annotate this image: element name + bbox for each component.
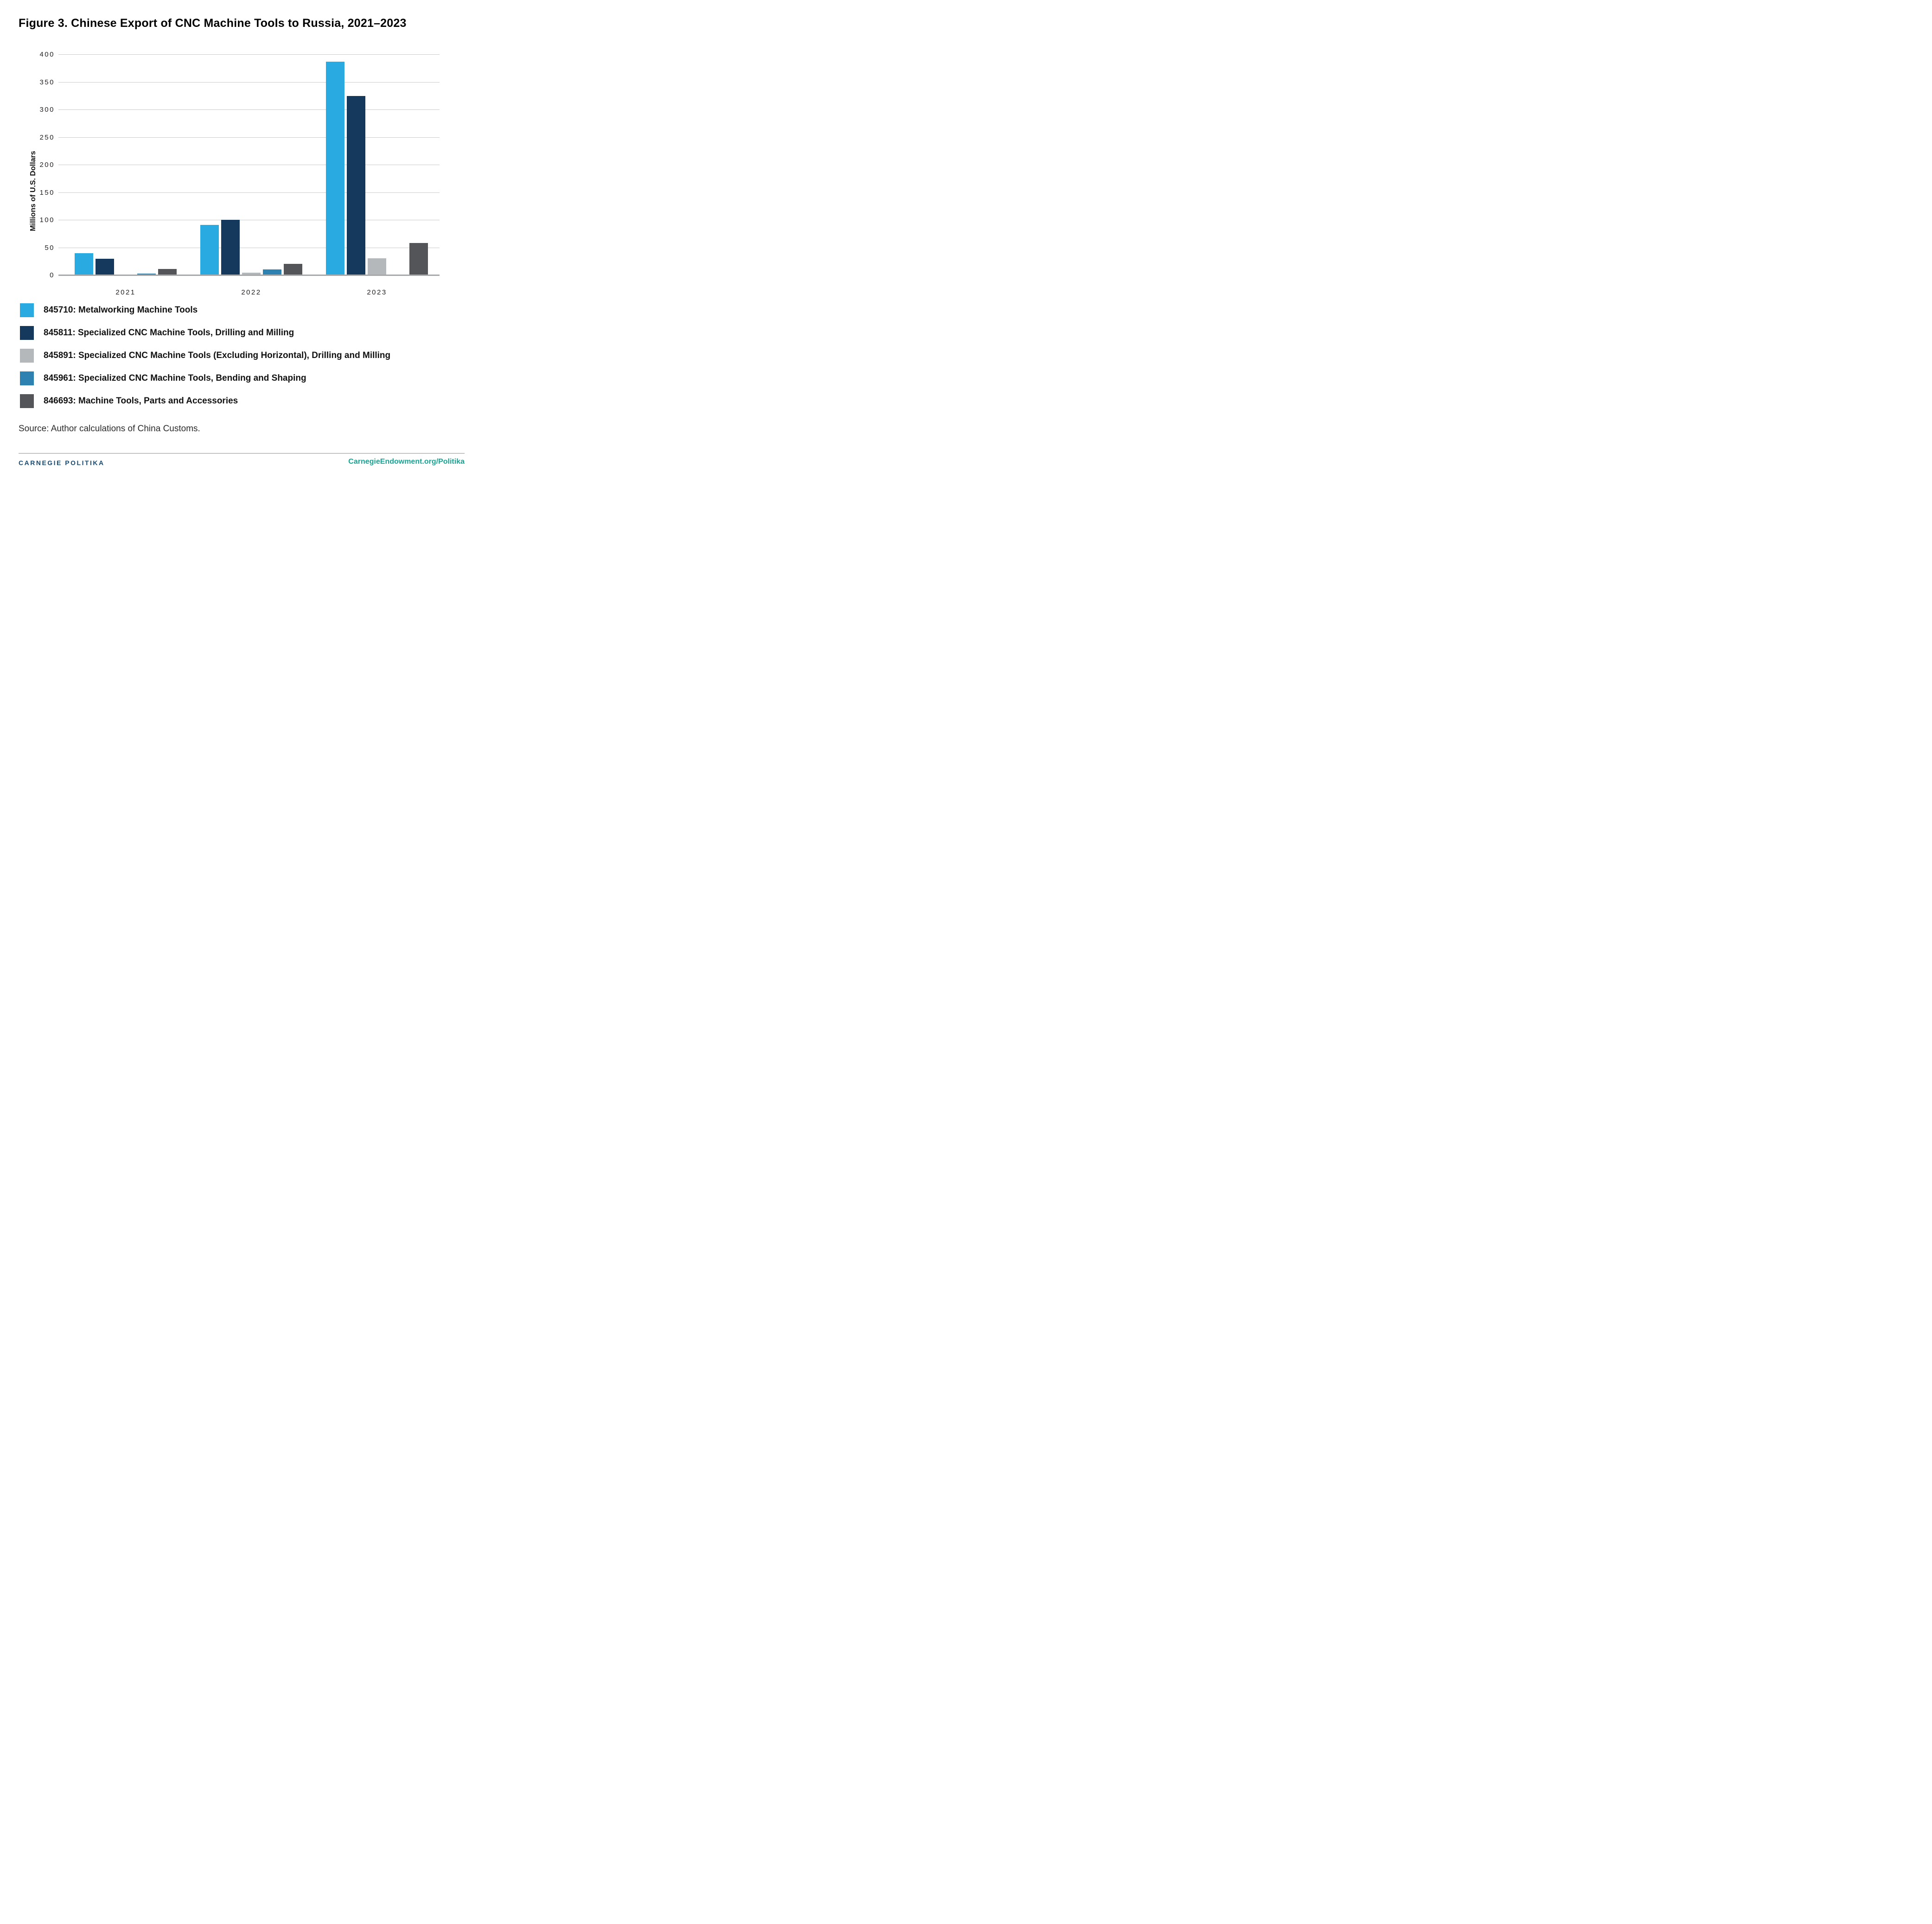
footer-link[interactable]: CarnegieEndowment.org/Politika bbox=[348, 458, 465, 466]
y-axis-title: Millions of U.S. Dollars bbox=[29, 151, 37, 231]
legend-swatch-845891 bbox=[20, 349, 34, 363]
legend-swatch-845710 bbox=[20, 303, 34, 317]
legend-item-845961 bbox=[20, 371, 390, 385]
bar-group-2022 bbox=[200, 220, 302, 275]
x-label-2021: 2021 bbox=[115, 288, 136, 296]
plot-area bbox=[58, 55, 440, 275]
legend-swatch-845961 bbox=[20, 371, 34, 385]
legend-label-845891: 845891: Specialized CNC Machine Tools (Excluding Horizontal), Drilling and Milling bbox=[44, 351, 391, 360]
bar-2023-845710 bbox=[326, 62, 344, 275]
figure-page bbox=[0, 0, 483, 481]
bar-group-2021 bbox=[75, 253, 177, 275]
legend-item-845891 bbox=[20, 349, 390, 363]
legend-label-845710: 845710: Metalworking Machine Tools bbox=[44, 305, 198, 315]
y-tick-label-100: 100 bbox=[39, 216, 55, 224]
legend-swatch-846693 bbox=[20, 394, 34, 408]
bar-2021-845811 bbox=[96, 259, 114, 275]
y-tick-label-150: 150 bbox=[39, 188, 55, 197]
chart-title: Figure 3. Chinese Export of CNC Machine Tools to Russia, 2021–2023 bbox=[19, 17, 407, 30]
bar-2021-845710 bbox=[75, 253, 93, 275]
y-tick-label-350: 350 bbox=[39, 78, 55, 86]
y-tick-label-50: 50 bbox=[45, 243, 55, 252]
bar-2023-845891 bbox=[368, 258, 386, 275]
bar-2023-845811 bbox=[347, 96, 365, 275]
bar-2022-845710 bbox=[200, 225, 219, 275]
y-tick-label-300: 300 bbox=[39, 106, 55, 114]
legend bbox=[20, 303, 390, 417]
legend-label-846693: 846693: Machine Tools, Parts and Accessories bbox=[44, 396, 238, 406]
source-note: Source: Author calculations of China Customs. bbox=[19, 424, 200, 434]
footer-brand: CARNEGIE POLITIKA bbox=[19, 459, 105, 467]
bar-2023-846693 bbox=[409, 243, 428, 275]
footer-divider bbox=[19, 453, 465, 454]
bar-2022-846693 bbox=[284, 264, 302, 275]
y-tick-label-200: 200 bbox=[39, 161, 55, 169]
y-tick-label-0: 0 bbox=[50, 271, 55, 279]
legend-label-845961: 845961: Specialized CNC Machine Tools, Bending and Shaping bbox=[44, 373, 306, 383]
bar-group-2023 bbox=[326, 62, 428, 275]
x-axis-baseline bbox=[58, 275, 440, 276]
gridline-400 bbox=[58, 54, 440, 55]
legend-label-845811: 845811: Specialized CNC Machine Tools, Drilling and Milling bbox=[44, 328, 294, 338]
legend-swatch-845811 bbox=[20, 326, 34, 340]
x-label-2023: 2023 bbox=[367, 288, 387, 296]
legend-item-845811 bbox=[20, 326, 390, 340]
y-tick-label-400: 400 bbox=[39, 51, 55, 58]
bar-2022-845811 bbox=[221, 220, 240, 275]
x-label-2022: 2022 bbox=[241, 288, 261, 296]
legend-item-846693 bbox=[20, 394, 390, 408]
y-tick-label-250: 250 bbox=[39, 133, 55, 141]
legend-item-845710 bbox=[20, 303, 390, 317]
